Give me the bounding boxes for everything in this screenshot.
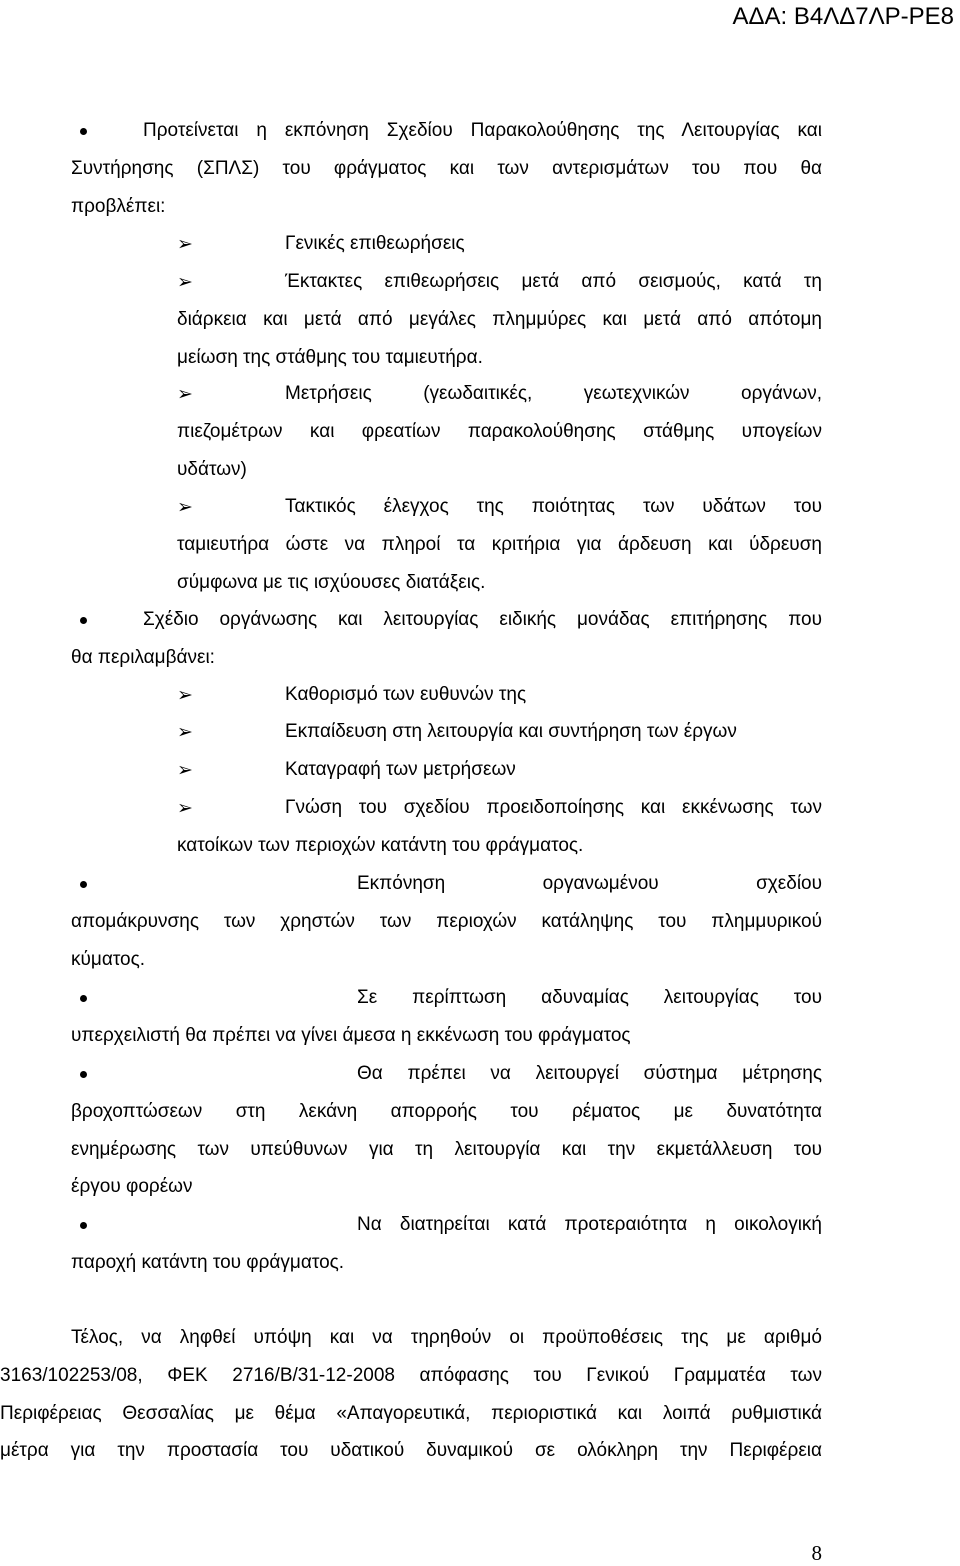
text-line: κατοίκων των περιοχών κατάντη του φράγματος. — [177, 834, 584, 856]
text-line: προβλέπει: — [71, 195, 166, 217]
text-line: πιεζομέτρων και φρεατίων παρακολούθησης στάθμης υπογείων — [177, 420, 822, 442]
arrow-bullet-icon: ➢ — [177, 797, 193, 819]
sub-item — [177, 789, 822, 865]
text-line: υδάτων) — [177, 458, 247, 480]
bullet-paragraph-ecological-flow — [71, 1206, 822, 1282]
arrow-bullet-icon: ➢ — [177, 383, 193, 405]
text-line: Να διατηρείται κατά προτεραιότητα η οικολογική — [357, 1214, 822, 1235]
page-number: 8 — [811, 1541, 822, 1565]
text-line: Καταγραφή των μετρήσεων — [285, 759, 516, 780]
text-line: Συντήρησης (ΣΠΛΣ) του φράγματος και των αντερισμάτων του που θα — [71, 157, 822, 179]
text-line: Εκπαίδευση στη λειτουργία και συντήρηση των έργων — [285, 721, 737, 742]
text-line: Σε περίπτωση αδυναμίας λειτουργίας του — [357, 987, 822, 1008]
arrow-bullet-icon: ➢ — [177, 684, 193, 706]
text-line: ταμιευτήρα ώστε να πληροί τα κριτήρια για άρδευση και ύδρευση — [177, 533, 822, 555]
text-line: 3163/102253/08, ΦΕΚ 2716/Β/31-12-2008 απόφασης του Γενικού Γραμματέα των — [0, 1364, 822, 1386]
text-line: παροχή κατάντη του φράγματος. — [71, 1251, 345, 1273]
sub-item — [177, 488, 822, 601]
text-line: διάρκεια και μετά από μεγάλες πλημμύρες και μετά από απότομη — [177, 308, 822, 330]
text-line: μείωση της στάθμης του ταμιευτήρα. — [177, 346, 483, 368]
text-line: Τακτικός έλεγχος της ποιότητας των υδάτων του — [285, 496, 822, 517]
bullet-paragraph-evacuation-plan — [71, 865, 822, 978]
arrow-bullet-icon: ➢ — [177, 271, 193, 293]
sub-item — [285, 676, 825, 714]
text-line: Εκπόνηση οργανωμένου σχεδίου — [357, 873, 822, 894]
bullet-paragraph-splc — [71, 112, 822, 225]
text-line: ενημέρωσης των υπεύθυνων για τη λειτουργία και την εκμετάλλευση του — [71, 1138, 822, 1160]
bullet-paragraph-surveillance-unit — [71, 601, 822, 677]
text-line: Τέλος, να ληφθεί υπόψη και να τηρηθούν οι προϋποθέσεις της με αριθμό — [71, 1327, 822, 1348]
arrow-bullet-icon: ➢ — [177, 721, 193, 743]
text-line: Περιφέρειας Θεσσαλίας με θέμα «Απαγορευτικά, περιοριστικά και λοιπά ρυθμιστικά — [0, 1402, 822, 1424]
sub-item — [285, 713, 825, 751]
text-line: έργου φορέων — [71, 1176, 193, 1198]
closing-paragraph — [0, 1319, 822, 1470]
arrow-bullet-icon: ➢ — [177, 496, 193, 518]
sub-item — [177, 263, 822, 376]
text-line: Γενικές επιθεωρήσεις — [285, 233, 465, 254]
text-line: Μετρήσεις (γεωδαιτικές, γεωτεχνικών οργάνων, — [285, 383, 822, 404]
sub-item — [285, 225, 825, 263]
text-line: απομάκρυνσης των χρηστών των περιοχών κατάληψης του πλημμυρικού — [71, 910, 822, 932]
text-line: υπερχειλιστή θα πρέπει να γίνει άμεσα η εκκένωση του φράγματος — [71, 1024, 631, 1046]
sub-item — [177, 375, 822, 488]
sub-item — [285, 751, 825, 789]
text-line: κύματος. — [71, 948, 146, 970]
text-line: Σχέδιο οργάνωσης και λειτουργίας ειδικής μονάδας επιτήρησης που — [143, 609, 822, 630]
text-line: βροχοπτώσεων στη λεκάνη απορροής του ρέματος με δυνατότητα — [71, 1100, 822, 1122]
text-line: θα περιλαμβάνει: — [71, 646, 215, 668]
text-line: Καθορισμό των ευθυνών της — [285, 684, 527, 705]
text-line: Γνώση του σχεδίου προειδοποίησης και εκκένωσης των — [285, 797, 822, 818]
bullet-paragraph-rain-measurement — [71, 1055, 822, 1206]
text-line: Θα πρέπει να λειτουργεί σύστημα μέτρησης — [357, 1063, 822, 1084]
text-line: Έκτακτες επιθεωρήσεις μετά από σεισμούς, κατά τη — [285, 271, 822, 292]
text-line: Προτείνεται η εκπόνηση Σχεδίου Παρακολούθησης της Λειτουργίας και — [143, 120, 822, 141]
bullet-paragraph-spillway — [71, 979, 822, 1055]
arrow-bullet-icon: ➢ — [177, 233, 193, 255]
arrow-bullet-icon: ➢ — [177, 759, 193, 781]
ada-code: ΑΔΑ: Β4ΛΔ7ΛΡ-ΡΕ8 — [732, 3, 954, 30]
text-line: μέτρα για την προστασία του υδατικού δυναμικού σε ολόκληρη την Περιφέρεια — [0, 1440, 822, 1462]
text-line: σύμφωνα με τις ισχύουσες διατάξεις. — [177, 571, 486, 593]
